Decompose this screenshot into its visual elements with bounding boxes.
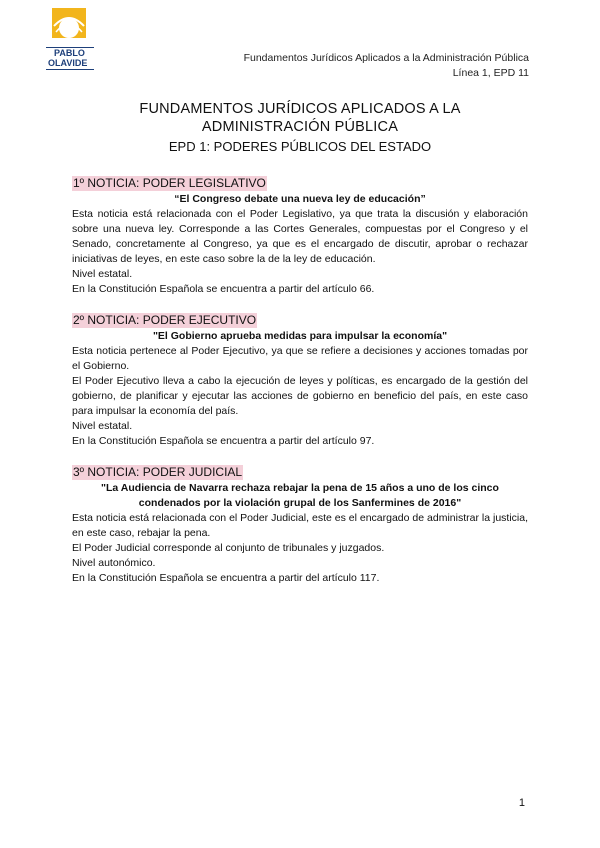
group-label: Línea 1, EPD 11 — [452, 66, 529, 79]
paragraph: En la Constitución Española se encuentra a partir del artículo 117. — [72, 572, 380, 584]
paragraph: Esta noticia está relacionada con el Poder Legislativo, ya que trata la discusión y elaboración sobre una nueva ley. Corresponde a las Cortes Generales, compuestas por el Congreso y el Senado, concretamente al Congreso, ya que es el encargado de discutir, aprobar o rechazar iniciativas de leyes, en este caso sobre la de la ley de educación. — [72, 208, 528, 265]
news-headline: “El Congreso debate una nueva ley de educación” — [174, 193, 426, 205]
news-headline: "El Gobierno aprueba medidas para impulsar la economía" — [152, 330, 448, 342]
section-heading: 1º NOTICIA: PODER LEGISLATIVO — [73, 176, 266, 190]
svg-text:OLAVIDE: OLAVIDE — [48, 58, 88, 68]
document-title — [0, 100, 600, 156]
news-section-legislativo — [72, 174, 528, 297]
news-headline: "La Audiencia de Navarra rechaza rebajar la pena de 15 años a uno de los cinco condenados por la violación grupal de los Sanfermines de 2016" — [101, 482, 499, 509]
paragraph: El Poder Judicial corresponde al conjunto de tribunales y juzgados. — [72, 542, 385, 554]
paragraph: En la Constitución Española se encuentra a partir del artículo 66. — [72, 283, 375, 295]
paragraph: En la Constitución Española se encuentra a partir del artículo 97. — [72, 435, 375, 447]
title-line-1: FUNDAMENTOS JURÍDICOS APLICADOS A LA — [139, 101, 461, 117]
university-logo — [44, 6, 98, 74]
sun-logo-icon — [44, 6, 98, 74]
paragraph: Nivel estatal. — [72, 420, 133, 432]
section-heading: 3º NOTICIA: PODER JUDICIAL — [73, 465, 243, 479]
course-name: Fundamentos Jurídicos Aplicados a la Administración Pública — [243, 52, 529, 64]
news-section-ejecutivo — [72, 311, 528, 449]
paragraph: El Poder Ejecutivo lleva a cabo la ejecución de leyes y políticas, es encargado de la gestión del gobierno, de planificar y ejecutar las acciones de gobierno en beneficio del país, en este caso para impulsar la economía del país. — [72, 375, 528, 417]
news-section-judicial — [72, 463, 528, 586]
document-body — [72, 174, 528, 600]
title-line-2: ADMINISTRACIÓN PÚBLICA — [201, 119, 399, 135]
document-subtitle: EPD 1: PODERES PÚBLICOS DEL ESTADO — [168, 139, 432, 154]
paragraph: Nivel autonómico. — [72, 557, 156, 569]
page-number: 1 — [518, 797, 525, 809]
svg-text:PABLO: PABLO — [54, 48, 85, 58]
page-header — [244, 51, 529, 80]
paragraph: Esta noticia está relacionada con el Poder Judicial, este es el encargado de administrar la justicia, en este caso, rebajar la pena. — [72, 512, 528, 539]
section-heading: 2º NOTICIA: PODER EJECUTIVO — [73, 313, 257, 327]
paragraph: Esta noticia pertenece al Poder Ejecutivo, ya que se refiere a decisiones y acciones tomadas por el Gobierno. — [72, 345, 528, 372]
paragraph: Nivel estatal. — [72, 268, 133, 280]
